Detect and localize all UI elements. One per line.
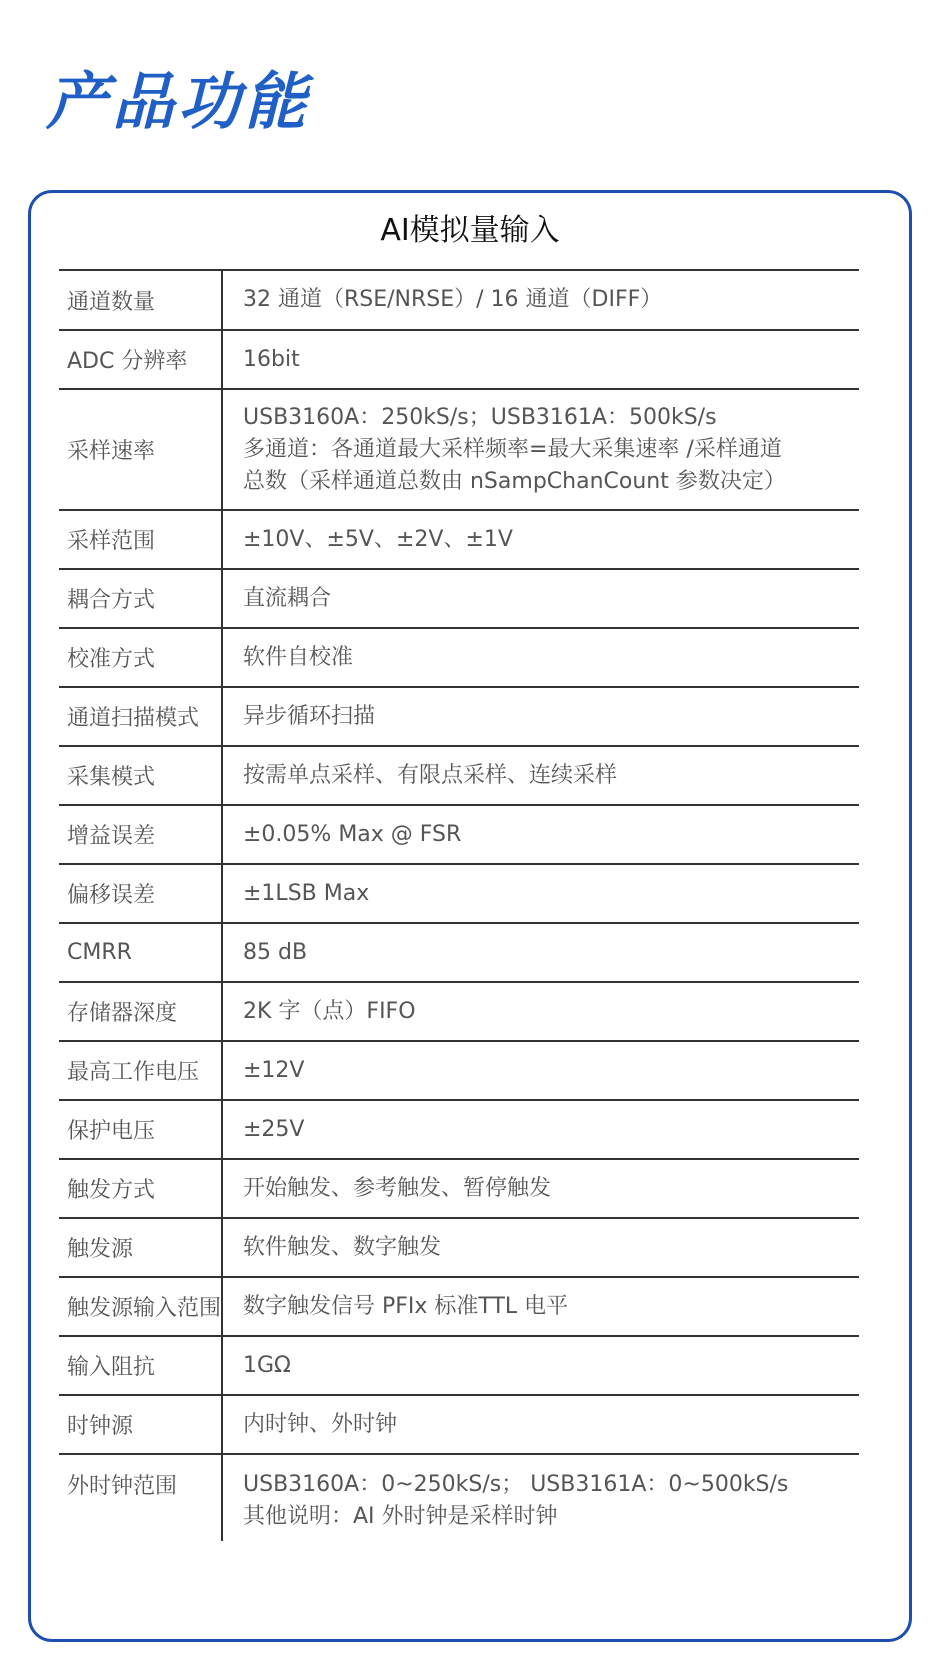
spec-value — [223, 1042, 859, 1099]
spec-row — [59, 629, 859, 688]
spec-value — [223, 390, 859, 509]
spec-row — [59, 511, 859, 570]
spec-value-line: 异步循环扫描 — [243, 703, 376, 729]
spec-row — [59, 1101, 859, 1160]
spec-label: 采样范围 — [59, 511, 223, 568]
spec-table — [59, 269, 859, 1541]
spec-value — [223, 331, 859, 388]
spec-value-line: 32 通道（RSE/NRSE）/ 16 通道（DIFF） — [243, 287, 663, 312]
spec-value — [223, 747, 859, 804]
spec-row — [59, 865, 859, 924]
spec-label: ADC 分辨率 — [59, 331, 223, 388]
spec-value — [223, 570, 859, 627]
spec-label: 耦合方式 — [59, 570, 223, 627]
spec-row — [59, 1455, 859, 1541]
spec-label: 采样速率 — [59, 390, 223, 509]
spec-label: 存储器深度 — [59, 983, 223, 1040]
page-heading: 产品功能 — [46, 65, 311, 138]
spec-label: 保护电压 — [59, 1101, 223, 1158]
card-title: AI模拟量输入 — [380, 213, 560, 248]
spec-card — [28, 190, 912, 1642]
spec-label: 采集模式 — [59, 747, 223, 804]
spec-row — [59, 747, 859, 806]
spec-value — [223, 806, 859, 863]
spec-value-line: ±1LSB Max — [243, 880, 370, 906]
spec-value-line: 16bit — [243, 346, 300, 372]
spec-row — [59, 331, 859, 390]
spec-row — [59, 1337, 859, 1396]
spec-label: 触发源输入范围 — [59, 1278, 223, 1335]
spec-label: 输入阻抗 — [59, 1337, 223, 1394]
spec-value-line: 按需单点采样、有限点采样、连续采样 — [243, 762, 618, 788]
spec-row — [59, 570, 859, 629]
spec-value — [223, 1278, 859, 1335]
spec-value-line: 85 dB — [243, 939, 308, 965]
spec-value-line: 直流耦合 — [243, 585, 332, 611]
spec-value-line: USB3160A：250kS/s；USB3161A：500kS/s — [243, 404, 717, 430]
spec-label: 校准方式 — [59, 629, 223, 686]
spec-value — [223, 629, 859, 686]
spec-row — [59, 1042, 859, 1101]
spec-value — [223, 1219, 859, 1276]
spec-label: 增益误差 — [59, 806, 223, 863]
spec-row — [59, 1160, 859, 1219]
spec-value-line: USB3160A：0~250kS/s； USB3161A：0~500kS/s — [243, 1472, 789, 1497]
spec-label: 触发源 — [59, 1219, 223, 1276]
spec-label: CMRR — [59, 924, 223, 981]
spec-row — [59, 390, 859, 511]
spec-value — [223, 865, 859, 922]
spec-label: 触发方式 — [59, 1160, 223, 1217]
spec-row — [59, 1219, 859, 1278]
spec-value-line: 其他说明：AI 外时钟是采样时钟 — [243, 1504, 558, 1529]
spec-value-line: 数字触发信号 PFIx 标准TTL 电平 — [243, 1293, 569, 1319]
spec-row — [59, 983, 859, 1042]
spec-row — [59, 924, 859, 983]
spec-value-line: 多通道：各通道最大采样频率=最大采集速率 /采样通道 — [243, 436, 782, 462]
spec-value — [223, 511, 859, 568]
spec-label: 通道扫描模式 — [59, 688, 223, 745]
spec-value — [223, 1337, 859, 1394]
spec-label: 通道数量 — [59, 271, 223, 329]
spec-label: 最高工作电压 — [59, 1042, 223, 1099]
spec-value-line: 总数（采样通道总数由 nSampChanCount 参数决定） — [243, 468, 786, 494]
spec-value — [223, 1455, 859, 1541]
spec-row — [59, 806, 859, 865]
spec-value — [223, 1396, 859, 1453]
spec-value — [223, 983, 859, 1040]
spec-value-line: ±25V — [243, 1116, 305, 1142]
spec-value-line: 2K 字（点）FIFO — [243, 998, 416, 1024]
spec-value-line: 软件自校准 — [243, 644, 354, 670]
spec-value-line: 内时钟、外时钟 — [243, 1411, 398, 1437]
spec-row — [59, 271, 859, 331]
spec-value-line: 1GΩ — [243, 1352, 291, 1378]
spec-value-line: 软件触发、数字触发 — [243, 1234, 442, 1260]
spec-label: 外时钟范围 — [59, 1455, 223, 1541]
spec-label: 时钟源 — [59, 1396, 223, 1453]
spec-value-line: ±10V、±5V、±2V、±1V — [243, 526, 513, 552]
spec-row — [59, 1278, 859, 1337]
spec-value — [223, 924, 859, 981]
spec-row — [59, 688, 859, 747]
spec-value — [223, 271, 859, 329]
spec-value-line: ±0.05% Max @ FSR — [243, 821, 462, 847]
spec-value — [223, 1160, 859, 1217]
spec-row — [59, 1396, 859, 1455]
spec-value — [223, 1101, 859, 1158]
spec-value-line: 开始触发、参考触发、暂停触发 — [243, 1175, 552, 1201]
spec-value — [223, 688, 859, 745]
spec-label: 偏移误差 — [59, 865, 223, 922]
spec-value-line: ±12V — [243, 1057, 305, 1083]
